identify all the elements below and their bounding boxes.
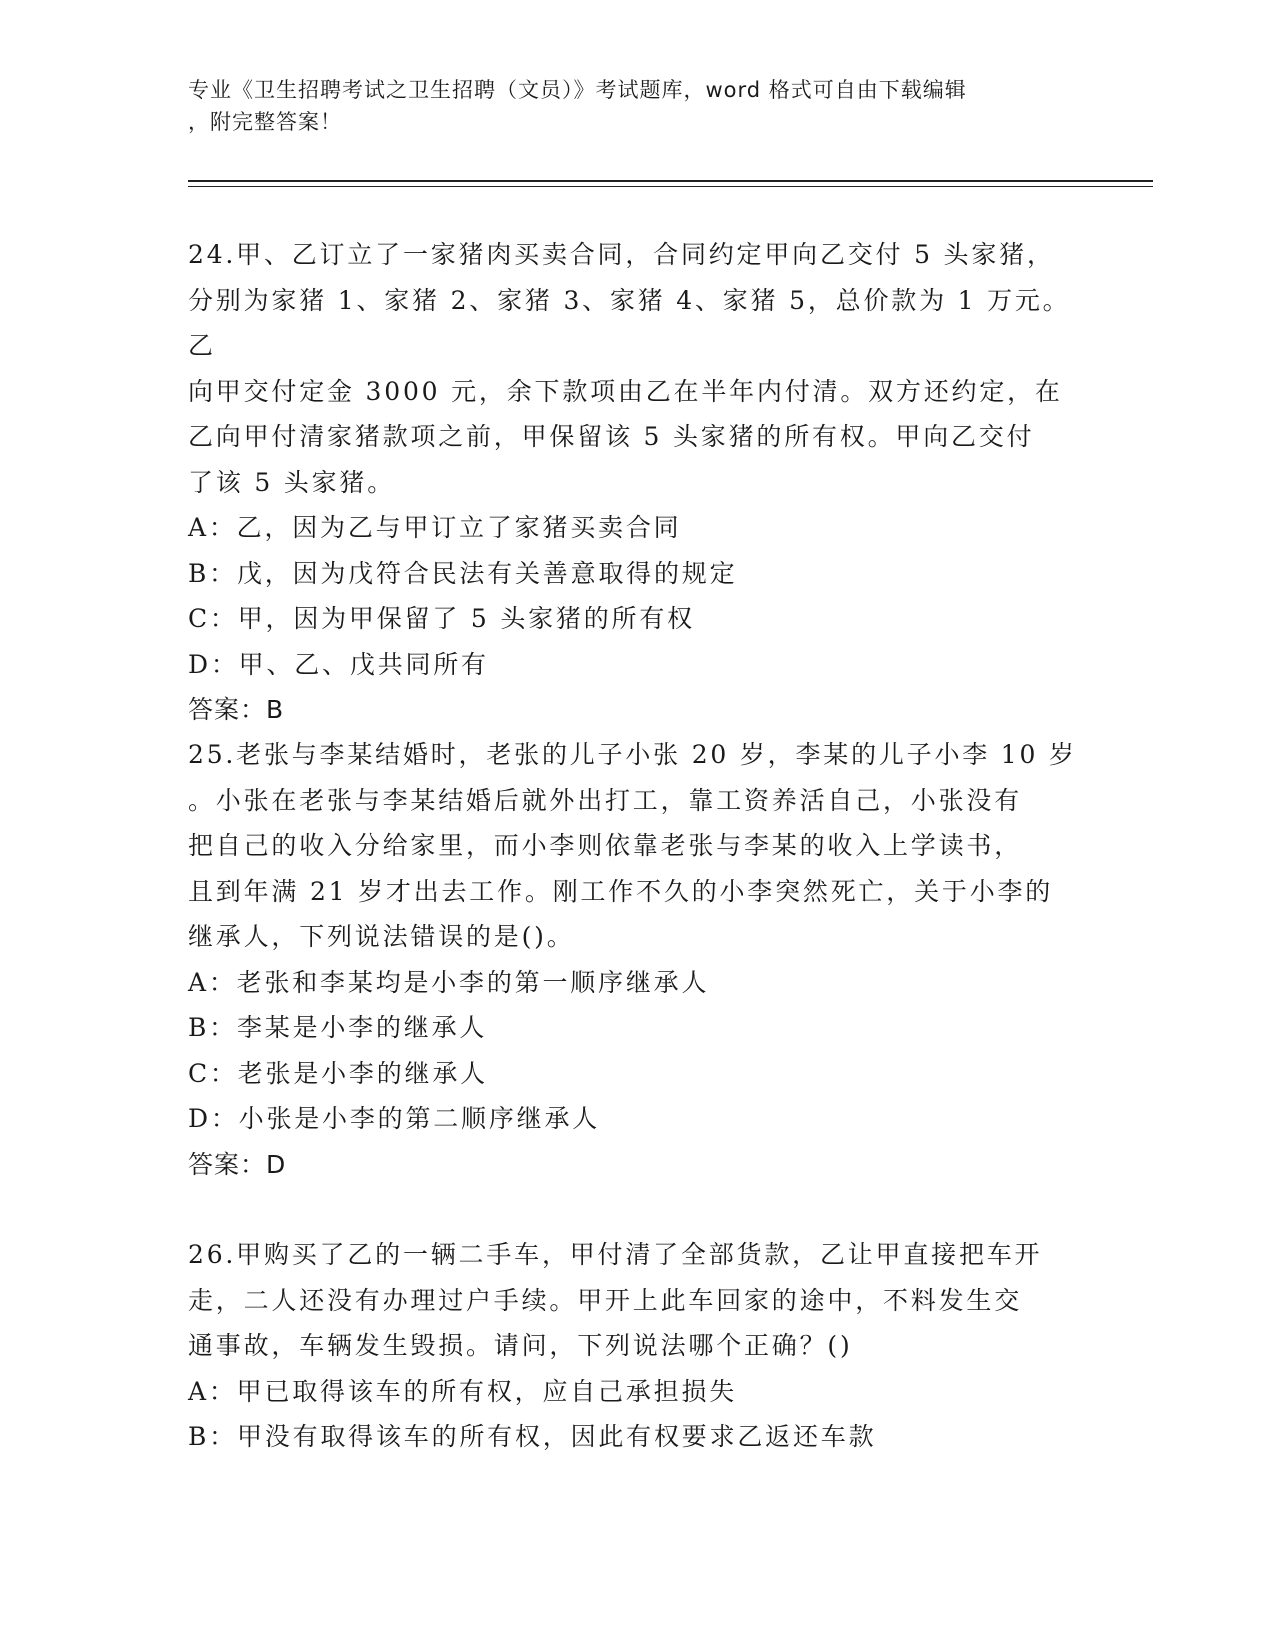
option-b: B：戊，因为戊符合民法有关善意取得的规定 <box>188 558 738 588</box>
question-line: 。小张在老张与李某结婚后就外出打工，靠工资养活自己，小张没有 <box>188 785 1023 815</box>
option-c: C：甲，因为甲保留了 5 头家猪的所有权 <box>188 604 695 633</box>
question-line: 分别为家猪 1、家猪 2、家猪 3、家猪 4、家猪 5，总价款为 1 万元。乙 <box>188 285 1071 360</box>
option-b: B：李某是小李的继承人 <box>188 1013 488 1042</box>
header-divider-thick <box>188 180 1153 182</box>
document-header <box>188 74 1088 138</box>
question-26 <box>188 1232 1088 1460</box>
question-line: 24.甲、乙订立了一家猪肉买卖合同，合同约定甲向乙交付 5 头家猪， <box>188 240 1055 269</box>
answer-line: 答案：D <box>188 1149 287 1179</box>
question-line: 走，二人还没有办理过户手续。甲开上此车回家的途中，不料发生交 <box>188 1285 1023 1315</box>
question-line: 继承人，下列说法错误的是()。 <box>188 922 575 951</box>
options-list <box>188 505 1088 687</box>
option-c: C：老张是小李的继承人 <box>188 1058 488 1088</box>
question-text <box>188 732 1088 960</box>
question-line: 乙向甲付清家猪款项之前，甲保留该 5 头家猪的所有权。甲向乙交付 <box>188 422 1035 451</box>
question-line: 26.甲购买了乙的一辆二手车，甲付清了全部货款，乙让甲直接把车开 <box>188 1240 1043 1269</box>
question-line: 把自己的收入分给家里，而小李则依靠老张与李某的收入上学读书， <box>188 831 1023 860</box>
option-a: A：甲已取得该车的所有权，应自己承担损失 <box>188 1376 738 1406</box>
question-line: 向甲交付定金 3000 元，余下款项由乙在半年内付清。双方还约定，在 <box>188 376 1063 406</box>
option-a: A：老张和李某均是小李的第一顺序继承人 <box>188 967 710 997</box>
question-line: 通事故，车辆发生毁损。请问，下列说法哪个正确？() <box>188 1331 853 1360</box>
question-25 <box>188 732 1088 1187</box>
option-d: D：小张是小李的第二顺序继承人 <box>188 1104 601 1133</box>
options-list <box>188 960 1088 1142</box>
question-24 <box>188 232 1088 733</box>
answer-line: 答案：B <box>188 695 285 724</box>
option-b: B：甲没有取得该车的所有权，因此有权要求乙返还车款 <box>188 1422 877 1451</box>
question-line: 了该 5 头家猪。 <box>188 467 395 497</box>
option-d: D：甲、乙、戊共同所有 <box>188 649 489 679</box>
option-a: A：乙，因为乙与甲订立了家猪买卖合同 <box>188 513 682 542</box>
question-text <box>188 232 1088 505</box>
header-line-1: 专业《卫生招聘考试之卫生招聘（文员）》考试题库，word 格式可自由下载编辑 <box>188 78 967 102</box>
question-text <box>188 1232 1088 1369</box>
question-line: 且到年满 21 岁才出去工作。刚工作不久的小李突然死亡，关于小李的 <box>188 876 1054 906</box>
question-line: 25.老张与李某结婚时，老张的儿子小张 20 岁，李某的儿子小李 10 岁 <box>188 740 1077 769</box>
header-line-2: ，附完整答案！ <box>188 110 342 134</box>
header-divider-thin <box>188 186 1153 187</box>
options-list <box>188 1369 1088 1460</box>
